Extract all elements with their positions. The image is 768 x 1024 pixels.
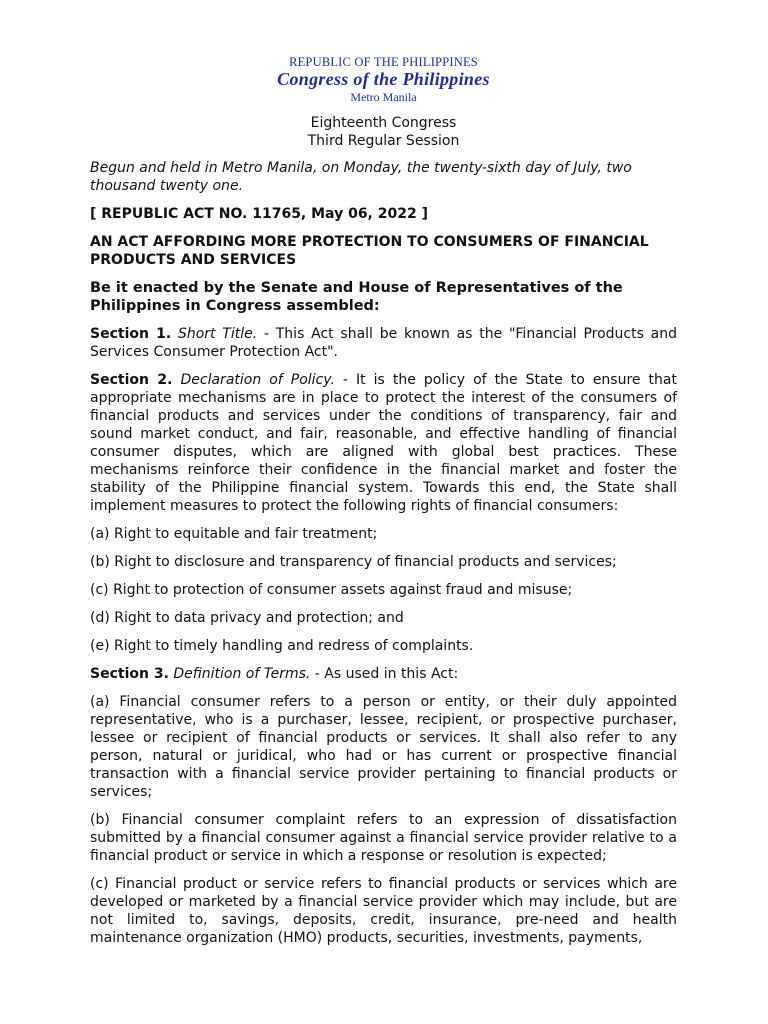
- section-number: Section 1.: [90, 325, 172, 342]
- definition-item: (c) Financial product or service refers to financial products or services which are developed or marketed by a financial service provider which may include, but are not limited to, savings, deposits, credit, insurance, pre-need and health maintenance organization (HMO) products, securities, investments, payments,: [90, 875, 677, 946]
- section-heading: Short Title.: [177, 325, 258, 342]
- section-text: - As used in this Act:: [310, 665, 459, 682]
- section-heading: Definition of Terms.: [173, 665, 311, 682]
- section-3: [90, 665, 677, 683]
- congress-number: Eighteenth Congress: [310, 114, 457, 131]
- right-item: (a) Right to equitable and fair treatment;: [90, 525, 378, 542]
- section-heading: Declaration of Policy.: [180, 371, 335, 388]
- letterhead: [90, 56, 677, 104]
- letterhead-republic: REPUBLIC OF THE PHILIPPINES: [289, 55, 478, 69]
- republic-act-number: [ REPUBLIC ACT NO. 11765, May 06, 2022 ]: [90, 205, 428, 222]
- act-title: AN ACT AFFORDING MORE PROTECTION TO CONSUMERS OF FINANCIAL PRODUCTS AND SERVICES: [90, 233, 649, 268]
- section-text: - It is the policy of the State to ensure that appropriate mechanisms are in place to protect the interest of the consumers of financial products and services under the conditions of transparency, fair and sound market conduct, and fair, reasonable, and effective handling of financial consumer disputes, which are aligned with global best practices. These mechanisms reinforce their confidence in the financial market and foster the stability of the Philippine financial system. Towards this end, the State shall implement measures to protect the following rights of financial consumers:: [90, 371, 677, 514]
- right-item: (b) Right to disclosure and transparency of financial products and services;: [90, 553, 617, 570]
- section-number: Section 3.: [90, 665, 169, 682]
- letterhead-congress: Congress of the Philippines: [277, 68, 490, 89]
- right-item: (e) Right to timely handling and redress of complaints.: [90, 637, 474, 654]
- document-page: [90, 56, 677, 947]
- section-2: [90, 371, 677, 515]
- section-1: [90, 325, 677, 361]
- session-info: [90, 114, 677, 150]
- right-item: (d) Right to data privacy and protection; and: [90, 609, 404, 626]
- right-item: (c) Right to protection of consumer assets against fraud and misuse;: [90, 581, 573, 598]
- section-text: - This Act shall be known as the "Financial Products and Services Consumer Protection Act".: [90, 325, 678, 360]
- section-number: Section 2.: [90, 371, 173, 388]
- definition-item: (b) Financial consumer complaint refers to an expression of dissatisfaction submitted by a financial consumer against a financial service provider relative to a financial product or service in which a response or resolution is expected;: [90, 811, 677, 864]
- intro-paragraph: Begun and held in Metro Manila, on Monday, the twenty-sixth day of July, two thousand twenty one.: [90, 159, 632, 194]
- definition-item: (a) Financial consumer refers to a person or entity, or their duly appointed representative, who is a purchaser, lessee, recipient, or prospective purchaser, lessee or recipient of financial products or services. It shall also refer to any person, natural or juridical, who had or has current or prospective financial transaction with a financial service provider pertaining to financial products or services;: [90, 693, 677, 800]
- regular-session: Third Regular Session: [307, 132, 460, 149]
- letterhead-location: Metro Manila: [350, 89, 417, 104]
- enacting-clause: Be it enacted by the Senate and House of Representatives of the Philippines in Congress assembled:: [90, 279, 623, 314]
